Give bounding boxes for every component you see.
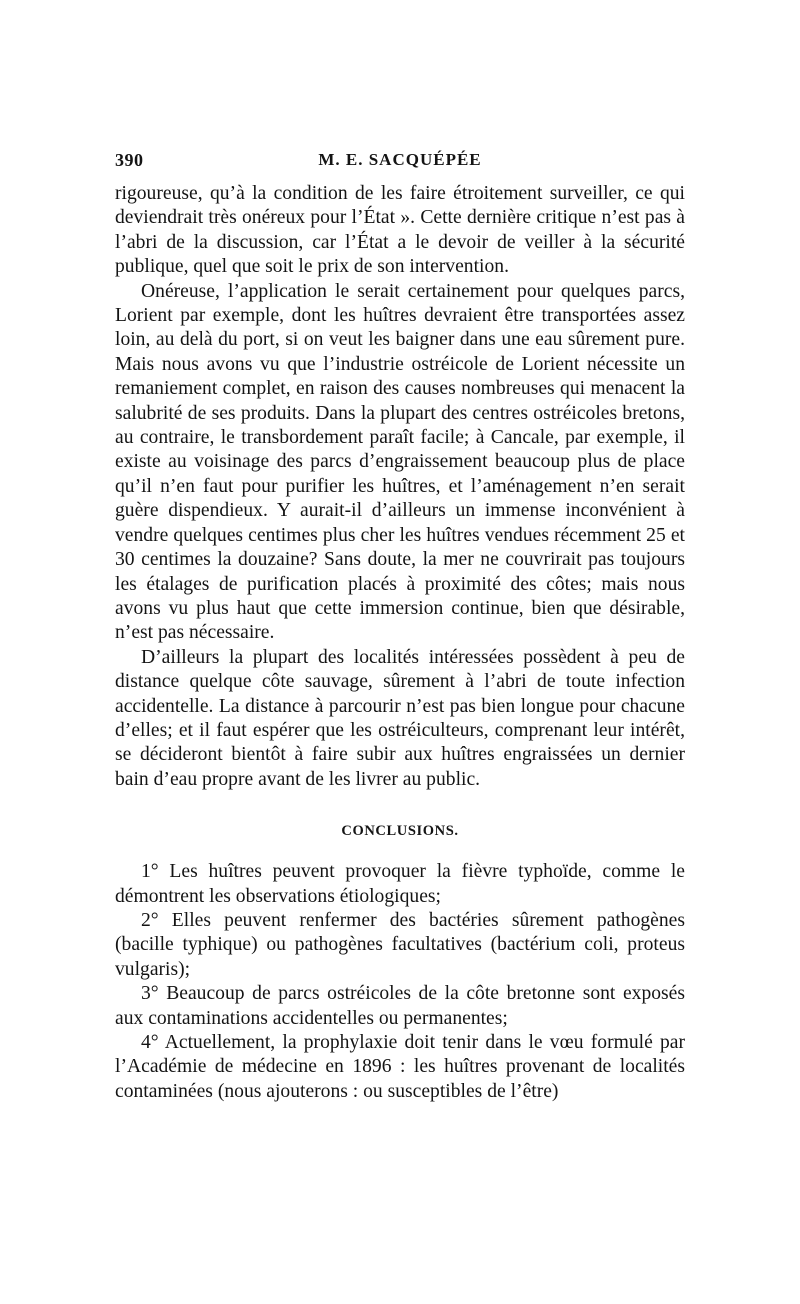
paragraph: Onéreuse, l’application le serait certainement pour quelques parcs, Lorient par exemple, dont les huîtres devraient être transportées assez loin, au delà du port, si on veut les baigner dans une eau sûrement pure. Mais nous avons vu que l’industrie ostréicole de Lorient nécessite un remaniement complet, en raison des causes nombreuses qui menacent la salubrité de ses produits. Dans la plupart des centres ostréicoles bretons, au contraire, le transbordement paraît facile; à Cancale, par exemple, il existe au voisinage des parcs d’engraissement beaucoup plus de place qu’il n’en faut pour purifier les huîtres, et l’aménagement n’en serait guère dispendieux. Y aurait-il d’ailleurs un immense inconvénient à vendre quelques centimes plus cher les huîtres vendues récemment 25 et 30 centimes la douzaine? Sans doute, la mer ne couvrirait pas toujours les étalages de purification placés à proximité des côtes; mais nous avons vu plus haut que cette immersion continue, bien que désirable, n’est pas nécessaire. <box>115 280 685 644</box>
conclusion-item: 1° Les huîtres peuvent provoquer la fièvre typhoïde, comme le démontrent les observations étiologiques; <box>115 861 685 907</box>
paragraph: D’ailleurs la plupart des localités intéressées possèdent à peu de distance quelque côte sauvage, sûrement à l’abri de toute infection accidentelle. La distance à parcourir n’est pas bien longue pour chacune d’elles; et il faut espérer que les ostréiculteurs, comprenant leur intérêt, se décideront bientôt à faire subir aux huîtres engraissées un dernier bain d’eau propre avant de les livrer au public. <box>115 646 685 790</box>
body-text <box>115 182 685 1104</box>
paragraph: rigoureuse, qu’à la condition de les faire étroitement surveiller, ce qui deviendrait très onéreux pour l’État ». Cette dernière critique n’est pas à l’abri de la discussion, car l’État a le devoir de veiller à la sécurité publique, quel que soit le prix de son intervention. <box>115 183 685 278</box>
page-number: 390 <box>115 150 144 170</box>
conclusion-item: 3° Beaucoup de parcs ostréicoles de la côte bretonne sont exposés aux contaminations accidentelles ou permanentes; <box>115 983 685 1029</box>
section-title: CONCLUSIONS. <box>341 823 459 840</box>
conclusions-list <box>115 860 685 1104</box>
conclusion-item: 2° Elles peuvent renfermer des bactéries sûrement pathogènes (bacille typhique) ou pathogènes facultatives (bactérium coli, proteus vulgaris); <box>115 909 685 980</box>
conclusion-item: 4° Actuellement, la prophylaxie doit tenir dans le vœu formulé par l’Académie de médecine en 1896 : les huîtres provenant de localités contaminées (nous ajouterons : ou susceptibles de l’être) <box>115 1032 685 1102</box>
page-header <box>115 150 685 172</box>
running-head: M. E. SACQUÉPÉE <box>318 150 482 169</box>
